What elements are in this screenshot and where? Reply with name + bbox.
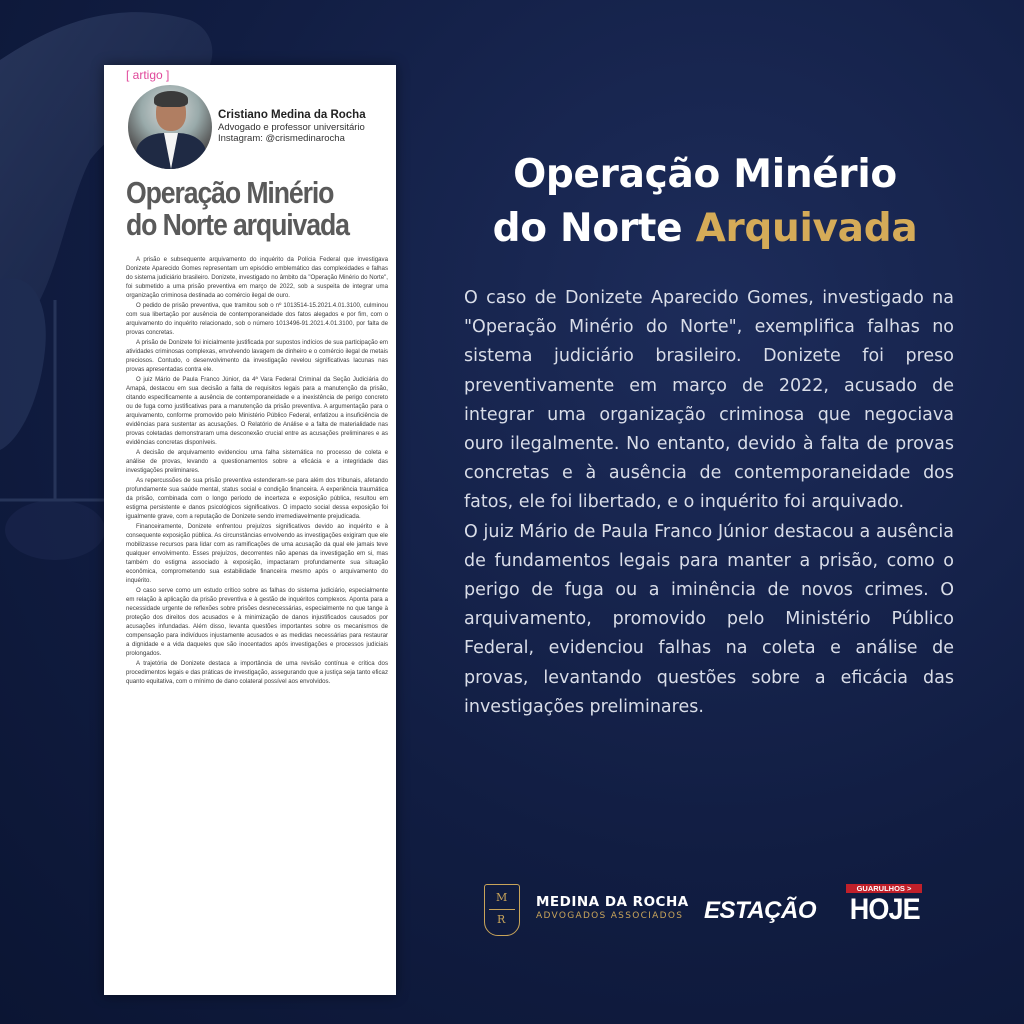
author-name: Cristiano Medina da Rocha: [218, 109, 366, 121]
clipping-paragraph: A prisão e subsequente arquivamento do inquérito da Polícia Federal que investigava Donizete Aparecido Gomes representam um episódio emblemático das complexidades e falhas do sistema judiciário brasileiro. Donizete, investigado no âmbito da "Operação Minério do Norte", foi submetido a uma prisão preventiva em março de 2022, sob a suspeita de integrar uma organização criminosa destinada ao comércio ilegal de ouro.: [126, 256, 388, 299]
title-line1: Operação Minério: [513, 152, 897, 197]
mr-letter-top: M: [496, 891, 508, 904]
logos-footer: [484, 884, 934, 940]
clipping-paragraph: Financeiramente, Donizete enfrentou prejuízos significativos devido ao inquérito e à consequente exposição pública. As circunstâncias envolvendo as investigações exigiram que ele mobilizasse recursos para lidar com as ramificações de uma acusação da qual ele jamais teve qualquer envolvimento. Esses prejuízos, decorrentes não apenas da investigação em si, mas também do estigma associado à exposição, impactaram profundamente sua situação econômica, comprometendo sua estabilidade financeira mesmo após o arquivamento do inquérito.: [126, 523, 388, 584]
clipping-paragraph: As repercussões de sua prisão preventiva estenderam-se para além dos tribunais, afetando profundamente sua saúde mental, status social e condição financeira. A experiência traumática da prisão, combinada com o longo período de incerteza e exposição pública, resultou em estigma persistente e danos psicológicos significativos. O impacto social dessa exposição foi igualmente grave, com a reputação de Donizete sendo irremediavelmente prejudicada.: [126, 477, 388, 520]
estacao-logo: ESTAÇÃO: [704, 897, 817, 924]
clipping-paragraph: O pedido de prisão preventiva, que tramitou sob o nº 1013514-15.2021.4.01.3100, culminou com sua libertação por ausência de contemporaneidade dos fatos alegados e por fim, com o arquivamento do inquérito relacionado, sob o número 1013496-91.2021.4.01.3100, por falta de provas concretas.: [126, 302, 388, 336]
clipping-paragraph: A prisão de Donizete foi inicialmente justificada por supostos indícios de sua participação em atividades criminosas complexas, envolvendo lavagem de dinheiro e o comércio ilegal de metais preciosos. Contudo, o desenvolvimento da investigação revelou significativas lacunas nas provas apresentadas contra ele.: [126, 339, 388, 373]
guarulhos-label: GUARULHOS >: [846, 884, 922, 893]
author-block: [218, 109, 366, 144]
summary-paragraph-2: O juiz Mário de Paula Franco Júnior destacou a ausência de fundamentos legais para manter a prisão, como o perigo de fuga ou a iminência de novos crimes. O arquivamento, promovido pelo Ministério Público Federal, evidenciou falhas na coleta e análise de provas, levantando questões sobre a eficácia das investigações preliminares.: [464, 521, 954, 717]
clipping-paragraph: O caso serve como um estudo crítico sobre as falhas do sistema judiciário, especialmente em relação à aplicação da prisão preventiva e à gestão de inquéritos complexos. Aponta para a necessidade urgente de reflexões sobre prisões desnecessárias, especialmente no que tange à proteção dos direitos dos acusados e à minimização de danos injustificados causados por acusações infundadas. Além disso, levanta questões importantes sobre os mecanismos de compensação para indivíduos injustamente acusados e as medidas necessárias para restaurar a dignidade e a vida daqueles que são inocentados após investigações e processos judiciais prolongados.: [126, 587, 388, 657]
title-line2-accent: Arquivada: [695, 206, 918, 251]
hoje-label: HOJE: [849, 893, 920, 926]
title-line2: [440, 202, 970, 256]
clipping-body: [126, 255, 388, 687]
medina-rocha-subtitle: ADVOGADOS ASSOCIADOS: [536, 911, 684, 921]
clipping-paragraph: A decisão de arquivamento evidenciou uma falha sistemática no processo de coleta e análise de provas, levando a questionamentos sobre a eficácia e a integridade das investigações preliminares.: [126, 449, 388, 474]
clipping-headline: [126, 177, 351, 241]
guarulhos-hoje-logo: [846, 884, 922, 928]
clipping-headline-line1: Operação Minério: [126, 175, 334, 210]
page-title: [440, 148, 970, 256]
clipping-paragraph: O juiz Mário de Paula Franco Júnior, da 4ª Vara Federal Criminal da Seção Judiciária do Amapá, destacou em sua decisão a falta de requisitos legais para a manutenção da prisão, citando especificamente a ausência de contemporaneidade e a inexistência de perigo concreto ou de fuga como justificativas para a manutenção da prisão preventiva. A argumentação para o arquivamento, conforme promovido pelo Ministério Público Federal, enfatizou a insuficiência de evidências para sustentar as acusações. O Relatório de Análise e a falta de materialidade nas provas coletadas demonstraram uma desconexão crucial entre as acusações preliminares e as evidências concretas disponíveis.: [126, 376, 388, 446]
mr-letter-bottom: R: [497, 913, 506, 926]
clipping-paragraph: A trajetória de Donizete destaca a importância de uma revisão contínua e crítica dos procedimentos legais e das práticas de investigação, assegurando que a justiça seja tanto eficaz quanto equitativa, com o mínimo de dano colateral possível aos envolvidos.: [126, 660, 388, 685]
author-role: Advogado e professor universitário: [218, 122, 365, 133]
summary-text: [464, 284, 954, 722]
article-tag: [ artigo ]: [126, 68, 170, 82]
summary-paragraph-1: O caso de Donizete Aparecido Gomes, investigado na "Operação Minério do Norte", exemplifica falhas no sistema judiciário brasileiro. Donizete foi preso preventivamente em março de 2022, acusado de integrar uma organização criminosa que negociava ouro ilegalmente. No entanto, devido à falta de provas concretas e à ausência de contemporaneidade dos fatos, ele foi libertado, e o inquérito foi arquivado.: [464, 288, 954, 513]
medina-rocha-logo-icon: [484, 884, 520, 936]
title-line2-plain: do Norte: [492, 206, 696, 251]
author-instagram: Instagram: @crismedinarocha: [218, 133, 345, 144]
newspaper-clipping: [104, 65, 396, 995]
author-photo: [128, 85, 212, 169]
medina-rocha-name: MEDINA DA ROCHA: [536, 894, 689, 910]
clipping-headline-line2: do Norte arquivada: [126, 207, 349, 242]
